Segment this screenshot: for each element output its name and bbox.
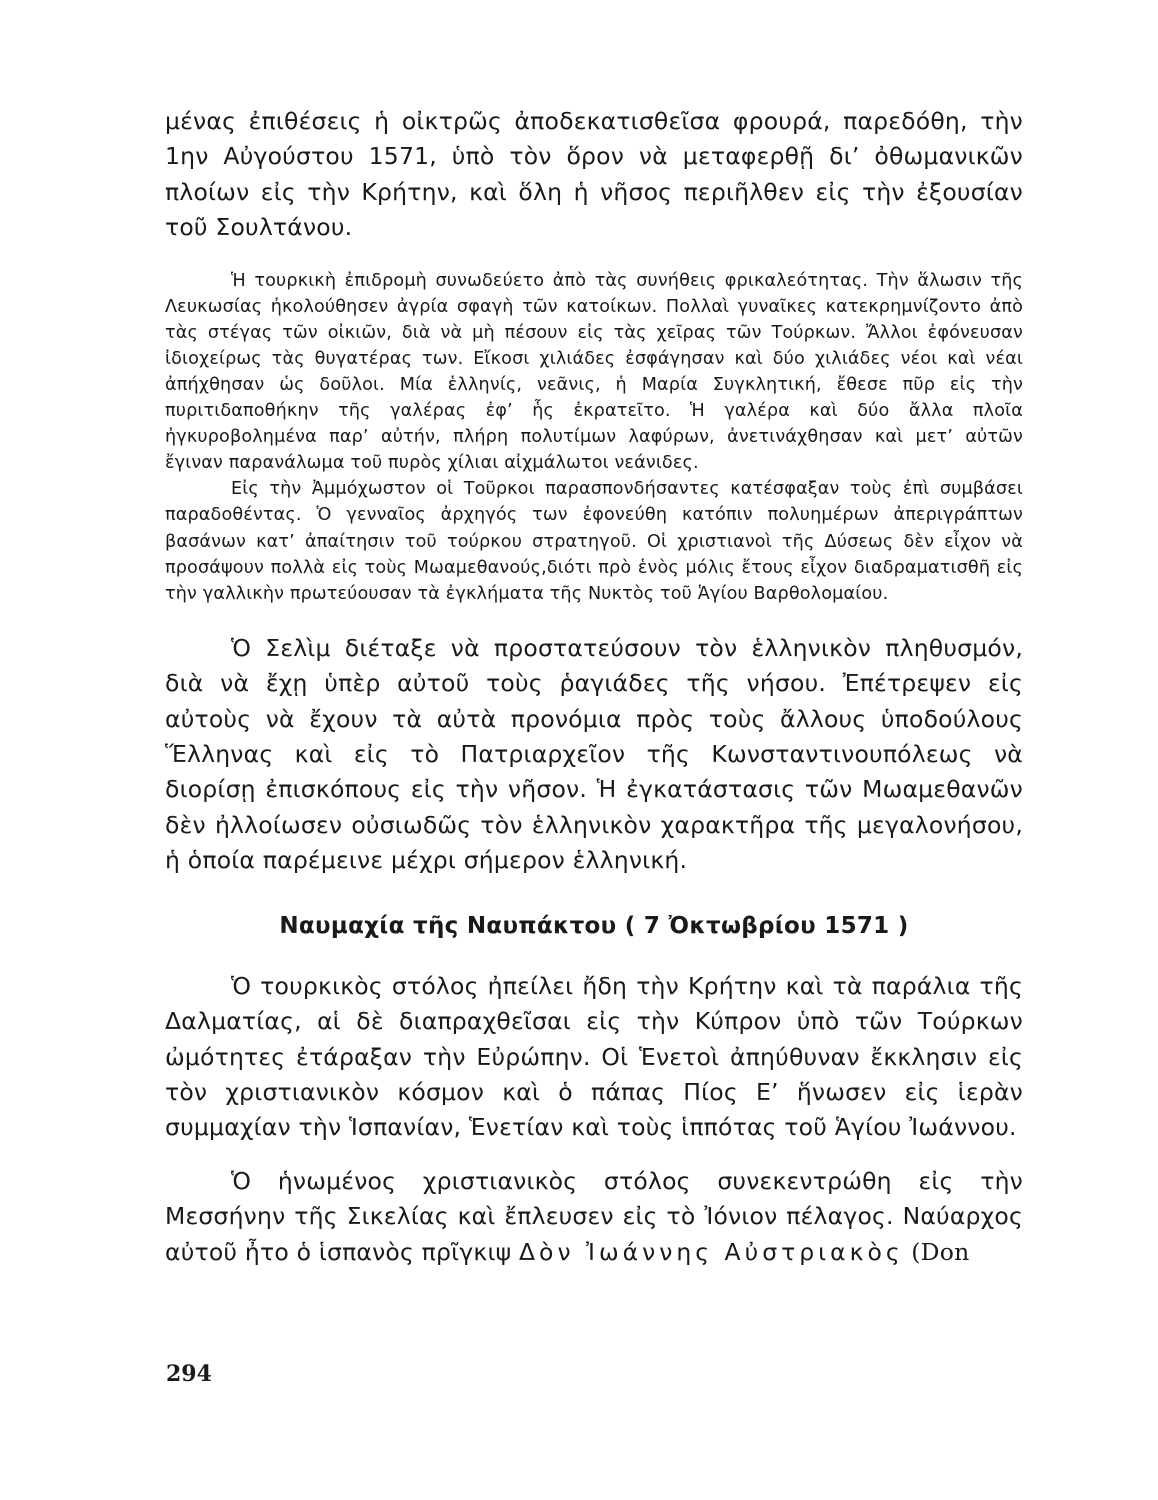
- paragraph-atrocities: Ἡ τουρκικὴ ἐπιδρομὴ συνωδεύετο ἀπὸ τὰς συνήθεις φρικαλεότητας. Τὴν ἅλωσιν τῆς Λευκωσίας ἠκολούθησεν ἀγρία σφαγὴ τῶν κατοίκων. Πολλαὶ γυναῖκες κατεκρημνίζοντο ἀπὸ τὰς στέγας τῶν οἰκιῶν, διὰ νὰ μὴ πέσουν εἰς τὰς χεῖρας τῶν Τούρκων. Ἄλλοι ἐφόνευσαν ἰδιοχείρως τὰς θυγατέρας των. Εἴκοσι χιλιάδες ἐσφάγησαν καὶ δύο χιλιάδες νέοι καὶ νέαι ἀπήχθησαν ὡς δοῦλοι. Μία ἑλληνίς, νεᾶνις, ἡ Μαρία Συγκλητική, ἔθεσε πῦρ εἰς τὴν πυριτιδαποθήκην τῆς γαλέρας ἐφ’ ἧς ἐκρατεῖτο. Ἡ γαλέρα καὶ δύο ἄλλα πλοῖα ἠγκυροβολημένα παρ’ αὐτήν, πλήρη πολυτίμων λαφύρων, ἀνετινάχθησαν καὶ μετ’ αὐτῶν ἔγιναν παρανάλωμα τοῦ πυρὸς χίλιαι αἰχμάλωτοι νεάνιδες.: [165, 270, 1023, 474]
- page-body: [165, 104, 1023, 1270]
- admiral-name: Δὸν Ἰωάννης Αὐστριακὸς: [518, 1237, 904, 1266]
- paragraph-famagusta: Εἰς τὴν Ἀμμόχωστον οἱ Τοῦρκοι παρασπονδήσαντες κατέσφαξαν τοὺς ἐπὶ συμβάσει παραδοθέντας. Ὁ γενναῖος ἀρχηγός των ἐφονεύθη κατόπιν πολυημέρων ἀπεριγράπτων βασάνων κατ’ ἀπαίτησιν τοῦ τούρκου στρατηγοῦ. Οἱ χριστιανοὶ τῆς Δύσεως δὲν εἶχον νὰ προσάψουν πολλὰ εἰς τοὺς Μωαμεθανούς,διότι πρὸ ἑνὸς μόλις ἔτους εἶχον διαδραματισθῆ εἰς τὴν γαλλικὴν πρωτεύουσαν τὰ ἐγκλήματα τῆς Νυκτὸς τοῦ Ἁγίου Βαρθολομαίου.: [165, 479, 1023, 604]
- page-number: 294: [166, 1361, 212, 1387]
- fleet-text-end: (Don: [903, 1237, 970, 1266]
- section-heading: Ναυμαχία τῆς Ναυπάκτου ( 7 Ὀκτωβρίου 1571 ): [279, 912, 909, 939]
- paragraph-capitulation: μένας ἐπιθέσεις ἡ οἰκτρῶς ἀποδεκατισθεῖσα φρουρά, παρεδόθη, τὴν 1ην Αὐγούστου 1571, ὑπὸ τὸν ὅρον νὰ μεταφερθῇ δι’ ὀθωμανικῶν πλοίων εἰς τὴν Κρήτην, καὶ ὅλη ἡ νῆσος περιῆλθεν εἰς τὴν ἐξουσίαν τοῦ Σουλτάνου.: [165, 107, 1023, 242]
- paragraph-selim: Ὁ Σελὶμ διέταξε νὰ προστατεύσουν τὸν ἑλληνικὸν πληθυσμόν, διὰ νὰ ἔχῃ ὑπὲρ αὐτοῦ τοὺς ῥαγιάδες τῆς νήσου. Ἐπέτρεψεν εἰς αὐτοὺς νὰ ἔχουν τὰ αὐτὰ προνόμια πρὸς τοὺς ἄλλους ὑποδούλους Ἕλληνας καὶ εἰς τὸ Πατριαρχεῖον τῆς Κωνσταντινουπόλεως νὰ διορίσῃ ἐπισκόπους εἰς τὴν νῆσον. Ἡ ἐγκατάστασις τῶν Μωαμεθανῶν δὲν ἠλλοίωσεν οὐσιωδῶς τὸν ἑλληνικὸν χαρακτῆρα τῆς μεγαλονήσου, ἡ ὁποία παρέμεινε μέχρι σήμερον ἑλληνική.: [165, 633, 1023, 875]
- paragraph-fleet: [165, 1164, 1023, 1270]
- paragraph-holy-league: Ὁ τουρκικὸς στόλος ἠπείλει ἤδη τὴν Κρήτην καὶ τὰ παράλια τῆς Δαλματίας, αἱ δὲ διαπραχθεῖσαι εἰς τὴν Κύπρον ὑπὸ τῶν Τούρκων ὠμότητες ἐτάραξαν τὴν Εὐρώπην. Οἱ Ἑνετοὶ ἀπηύθυναν ἔκκλησιν εἰς τὸν χριστιανικὸν κόσμον καὶ ὁ πάπας Πίος Ε’ ἥνωσεν εἰς ἱερὰν συμμαχίαν τὴν Ἱσπανίαν, Ἑνετίαν καὶ τοὺς ἱππότας τοῦ Ἁγίου Ἰωάννου.: [165, 971, 1023, 1142]
- fleet-text-start: Ὁ ἡνωμένος χριστιανικὸς στόλος συνεκεντρώθη εἰς τὴν Μεσσήνην τῆς Σικελίας καὶ ἔπλευσεν εἰς τὸ Ἰόνιον πέλαγος. Ναύαρχος αὐτοῦ ἦτο ὁ ἱσπανὸς πρῖγκιψ: [165, 1166, 1023, 1266]
